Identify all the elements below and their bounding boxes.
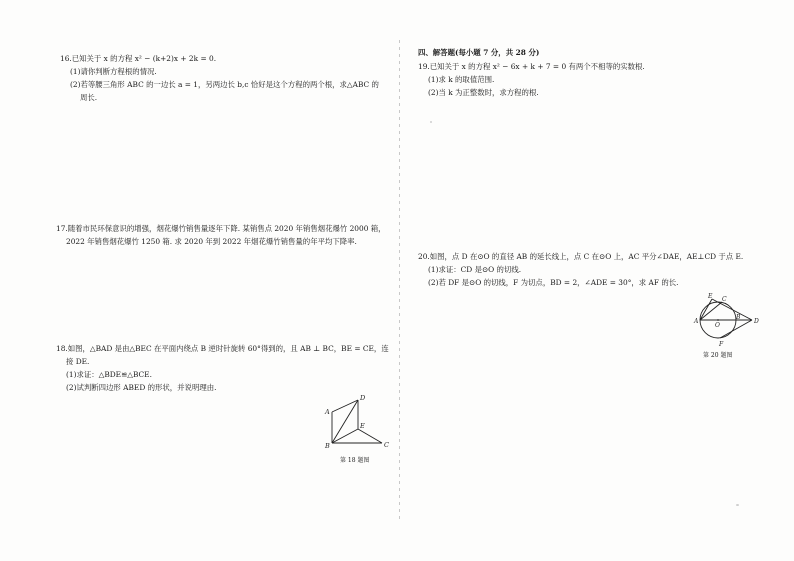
q19-part2: (2)当 k 为正整数时，求方程的根. (428, 88, 539, 97)
q18-part1: (1)求证：△BDE≌△BCE. (66, 370, 152, 379)
q18-part2: (2)试判断四边形 ABED 的形状，并说明理由. (66, 383, 217, 392)
label-e: E (360, 422, 365, 430)
figure-20 (686, 290, 762, 350)
q18-line1: 18.如图，△BAD 是由△BEC 在平面内绕点 B 逆时针旋转 60°得到的，且 AB ⊥ BC，BE = CE，连 (56, 344, 389, 353)
figure-18 (318, 392, 394, 452)
label-f: F (719, 341, 724, 348)
question-18 (56, 342, 389, 394)
q19-part1: (1)求 k 的取值范围. (428, 75, 495, 84)
figure-18-caption: 第 18 题图 (340, 457, 370, 464)
q18-line2: 接 DE. (66, 357, 90, 366)
center-o-dot (717, 319, 719, 321)
q16-part1: (1)请你判断方程根的情况. (70, 67, 157, 76)
q17-line1: 17.随着市民环保意识的增强，烟花爆竹销售量逐年下降. 某销售点 2020 年销售烟花爆竹 2000 箱， (56, 224, 386, 233)
q20-part1: (1)求证：CD 是⊙O 的切线. (428, 265, 522, 274)
label-e: E (708, 293, 713, 300)
label-b: B (325, 442, 330, 450)
question-16 (60, 52, 379, 104)
label-c: C (384, 441, 389, 449)
line-ed (712, 299, 752, 320)
q20-stem: 20.如图，点 D 在⊙O 的直径 AB 的延长线上，点 C 在⊙O 上，AC 平分∠DAE，AE⊥CD 于点 E. (418, 252, 744, 261)
figure-20-caption: 第 20 题图 (703, 352, 733, 359)
section-4-heading: 四、解答题(每小题 7 分，共 28 分) (418, 48, 540, 57)
label-a: A (694, 318, 699, 325)
label-o: O (715, 322, 720, 329)
scan-speck (430, 121, 432, 123)
q16-stem: 16.已知关于 x 的方程 x² − (k+2)x + 2k = 0. (60, 54, 217, 63)
label-a: A (325, 408, 330, 416)
question-19 (418, 60, 645, 99)
question-20 (418, 250, 743, 289)
line-ae (700, 299, 712, 320)
q17-line2: 2022 年销售烟花爆竹 1250 箱. 求 2020 年到 2022 年烟花爆竹销售量的年平均下降率. (66, 237, 357, 246)
q19-stem: 19.已知关于 x 的方程 x² − 6x + k + 7 = 0 有两个不相等的实数根. (418, 62, 645, 71)
right-column (400, 0, 794, 561)
question-17 (56, 222, 386, 248)
edge-ec (358, 429, 382, 443)
line-ac (700, 302, 722, 320)
scan-speck (736, 504, 739, 506)
label-c: C (722, 296, 727, 303)
q16-part2-cont: 周长. (80, 93, 98, 102)
label-d: D (754, 318, 759, 325)
q16-part2: (2)若等腰三角形 ABC 的一边长 a = 1，另两边长 b,c 恰好是这个方程的两个根，求△ABC 的 (70, 80, 379, 89)
q20-part2: (2)若 DF 是⊙O 的切线，F 为切点，BD = 2，∠ADE = 30°，求 AF 的长. (428, 278, 679, 287)
label-b: B (736, 314, 741, 321)
label-d: D (360, 394, 366, 402)
section-4 (418, 46, 539, 59)
